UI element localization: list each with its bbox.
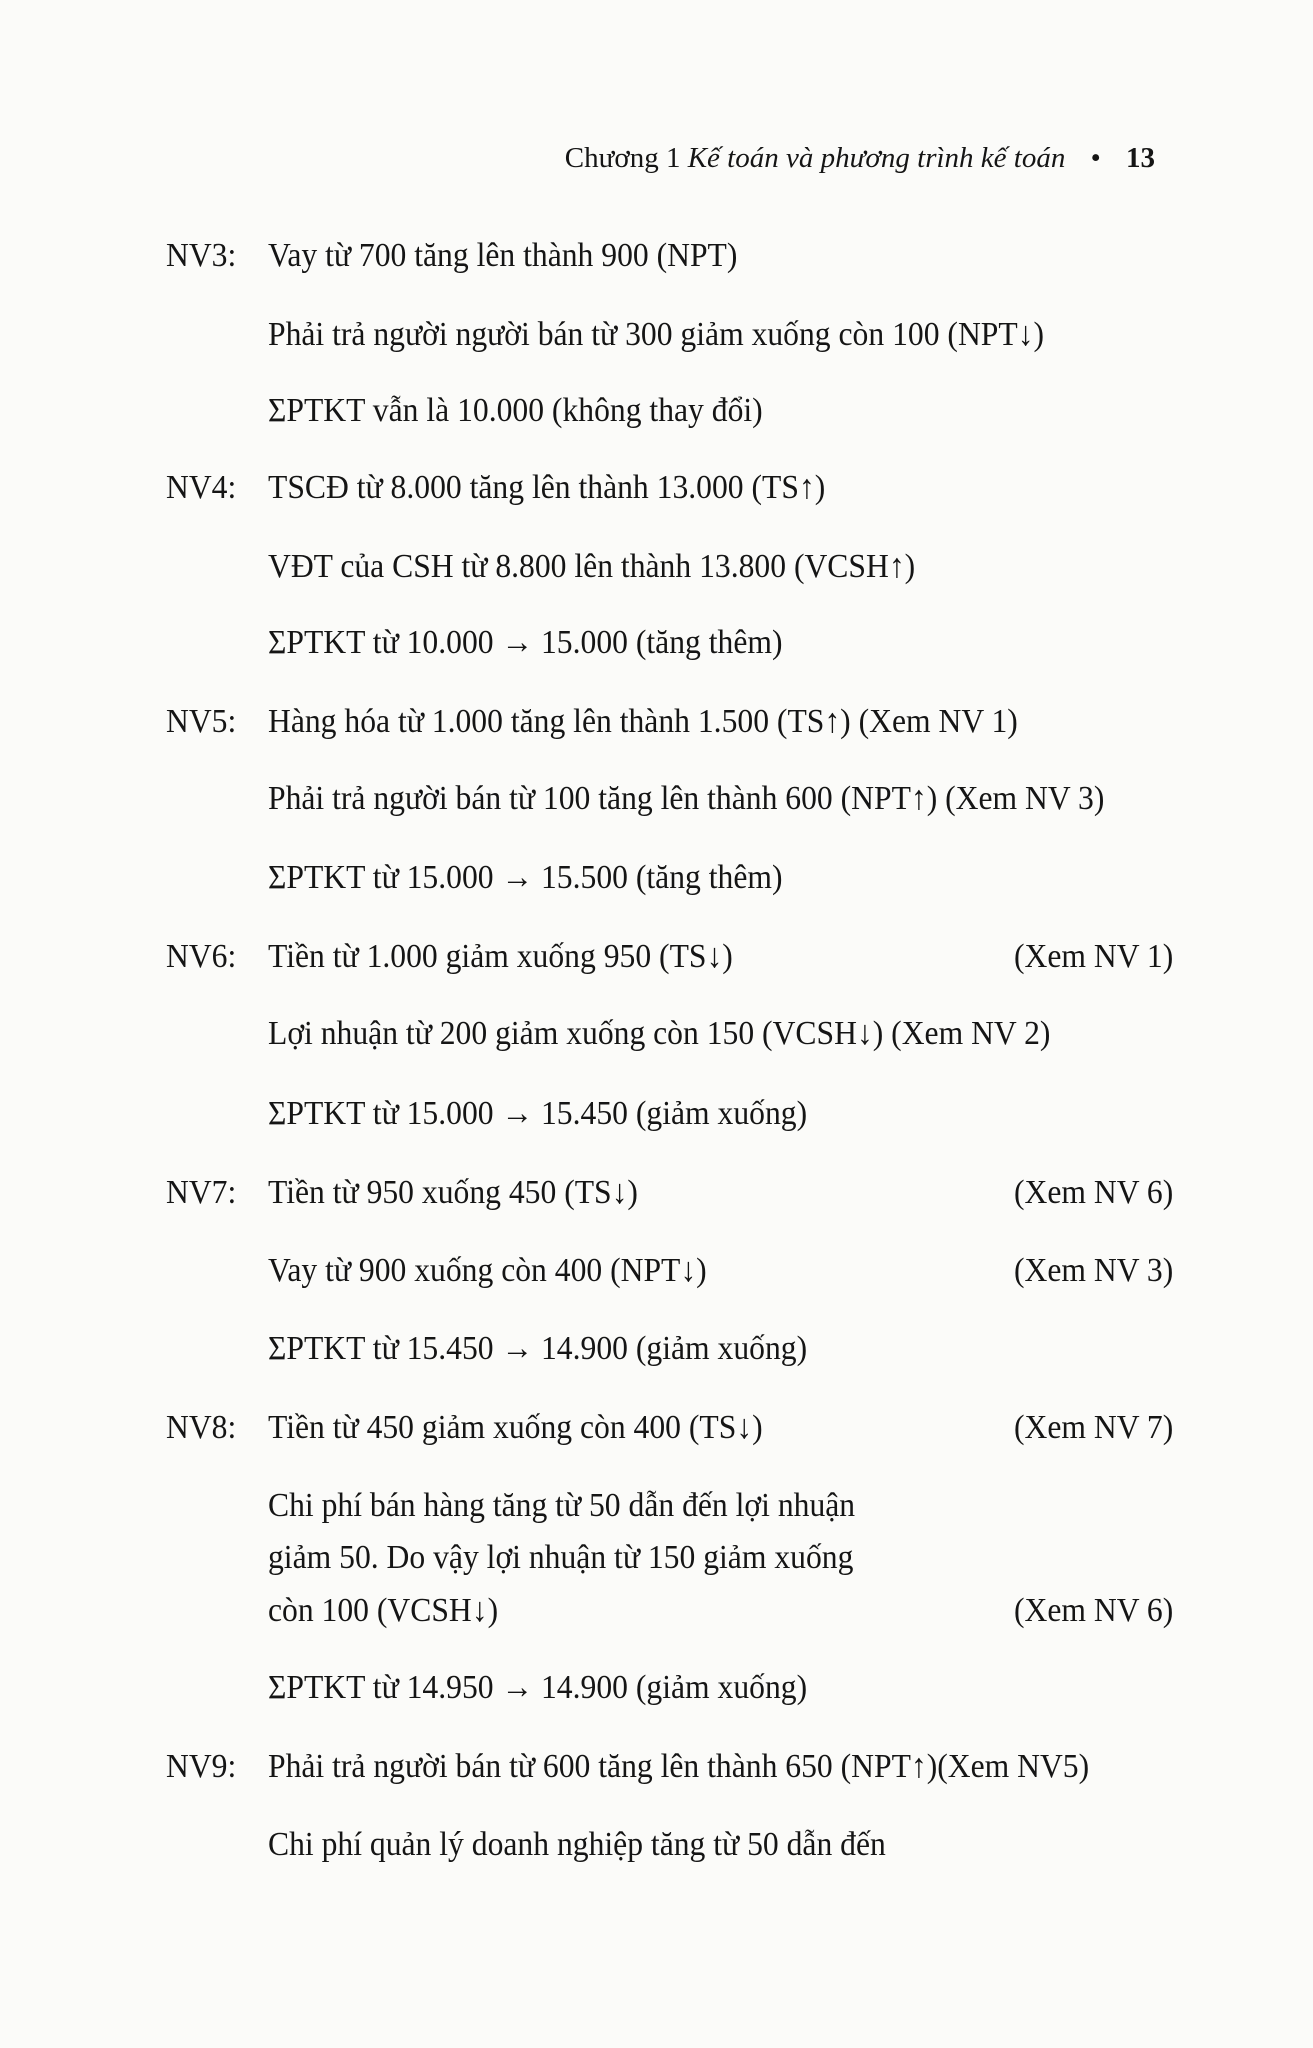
entry-line: Chi phí bán hàng tăng từ 50 dẫn đến lợi nhuận <box>268 1487 856 1524</box>
entry-line: Phải trả người bán từ 600 tăng lên thành 650 (NPT↑)(Xem NV5) <box>268 1748 1090 1785</box>
entry-sum-line: ΣPTKT vẫn là 10.000 (không thay đổi) <box>268 392 763 429</box>
cross-reference: (Xem NV 6) <box>1013 1174 1173 1211</box>
entry-label: NV9: <box>166 1748 237 1785</box>
cross-reference: (Xem NV 3) <box>1013 1252 1173 1289</box>
entry-sum-line: ΣPTKT từ 15.450 → 14.900 (giảm xuống) <box>268 1330 808 1367</box>
page-number: 13 <box>1126 142 1155 174</box>
bullet-separator: • <box>1090 142 1101 174</box>
entry-line: Tiền từ 1.000 giảm xuống 950 (TS↓) <box>268 938 733 975</box>
entry-line: VĐT của CSH từ 8.800 lên thành 13.800 (VCSH↑) <box>268 548 916 585</box>
entry-sum-line: ΣPTKT từ 14.950 → 14.900 (giảm xuống) <box>268 1669 808 1706</box>
entry-line: Phải trả người bán từ 100 tăng lên thành 600 (NPT↑) (Xem NV 3) <box>268 780 1105 817</box>
entry-line: Hàng hóa từ 1.000 tăng lên thành 1.500 (TS↑) (Xem NV 1) <box>268 703 1018 740</box>
chapter-label: Chương 1 <box>564 142 681 174</box>
entry-sum-line: ΣPTKT từ 15.000 → 15.500 (tăng thêm) <box>268 859 783 896</box>
chapter-title: Kế toán và phương trình kế toán <box>687 142 1066 174</box>
entry-sum-line: ΣPTKT từ 15.000 → 15.450 (giảm xuống) <box>268 1095 808 1132</box>
cross-reference: (Xem NV 7) <box>1013 1409 1173 1446</box>
entry-line: Vay từ 700 tăng lên thành 900 (NPT) <box>268 237 738 274</box>
entry-label: NV8: <box>166 1409 237 1446</box>
entry-line: giảm 50. Do vậy lợi nhuận từ 150 giảm xuống <box>268 1539 854 1576</box>
entry-line: Phải trả người người bán từ 300 giảm xuống còn 100 (NPT↓) <box>268 316 1045 353</box>
entry-line: còn 100 (VCSH↓) <box>268 1592 499 1629</box>
entry-line: Tiền từ 450 giảm xuống còn 400 (TS↓) <box>268 1409 763 1446</box>
entry-sum-line: ΣPTKT từ 10.000 → 15.000 (tăng thêm) <box>268 624 783 661</box>
entry-line: Lợi nhuận từ 200 giảm xuống còn 150 (VCSH↓) (Xem NV 2) <box>268 1015 1051 1052</box>
entry-label: NV5: <box>166 703 237 740</box>
entry-label: NV7: <box>166 1174 237 1211</box>
entry-label: NV3: <box>166 237 237 274</box>
entry-line: Chi phí quản lý doanh nghiệp tăng từ 50 dẫn đến <box>268 1826 886 1863</box>
entry-label: NV4: <box>166 469 237 506</box>
entry-label: NV6: <box>166 938 237 975</box>
cross-reference: (Xem NV 6) <box>1013 1592 1173 1629</box>
entry-line: Vay từ 900 xuống còn 400 (NPT↓) <box>268 1252 707 1289</box>
entry-line: Tiền từ 950 xuống 450 (TS↓) <box>268 1174 638 1211</box>
entry-line: TSCĐ từ 8.000 tăng lên thành 13.000 (TS↑) <box>268 469 826 506</box>
running-header <box>565 142 1155 175</box>
cross-reference: (Xem NV 1) <box>1013 938 1173 975</box>
